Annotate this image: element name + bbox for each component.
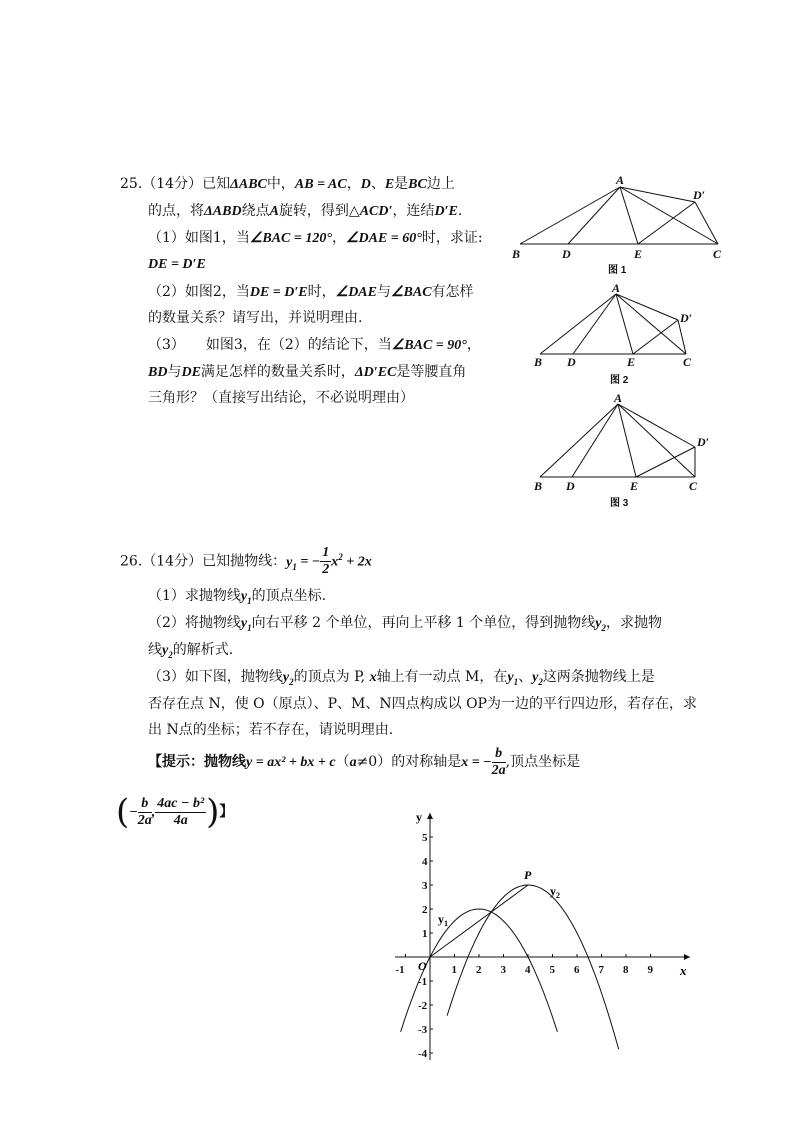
x-tick-label: 6: [574, 964, 580, 976]
x-tick-label: 8: [623, 964, 629, 976]
text: 这两条抛物线上是: [542, 669, 655, 685]
x-axis-label: x: [680, 963, 687, 978]
q25-line-8: [148, 362, 466, 383]
text: −: [129, 805, 138, 820]
text: 边上: [426, 176, 455, 192]
text: （2）将抛物线: [148, 615, 241, 631]
angle-bac-120: ∠BAC = 120°: [249, 231, 332, 246]
y-tick-label: -2: [418, 1000, 428, 1012]
text: 4a: [173, 812, 188, 828]
text: y: [240, 616, 248, 631]
text: x = −: [461, 755, 492, 770]
tri-abd: ΔABD: [204, 204, 242, 219]
text: ≠0）的对称轴是: [356, 754, 462, 770]
y-tick-label: 4: [422, 856, 428, 868]
q25-line-2: [148, 201, 462, 222]
fig3-label-a: A: [614, 392, 623, 405]
text: x: [331, 554, 339, 570]
text: ，: [466, 337, 481, 353]
text: ,顶点坐标是: [505, 754, 581, 770]
text: a: [349, 755, 357, 770]
y-tick-label: 3: [422, 880, 428, 892]
y1-label: [438, 912, 448, 928]
text: 1: [247, 595, 252, 606]
text: 与: [376, 284, 391, 300]
text: 线: [148, 642, 162, 658]
q26-part-3b: 否存在点 N，使 O（原点）、P、M、N四点构成以 OP为一边的平行四边形，若存在，求: [148, 696, 697, 712]
fig1-label-dp: D′: [693, 188, 706, 202]
text: 中，: [266, 176, 295, 192]
fig3-label-e: E: [630, 479, 639, 492]
text: 2: [538, 676, 543, 687]
text: 向右平移 2 个单位，再向上平移 1 个单位，得到抛物线: [251, 615, 596, 631]
ab-eq-ac: AB = AC: [294, 177, 347, 192]
x-tick-label: 7: [598, 964, 604, 976]
fig3-label-c: C: [689, 479, 698, 492]
text: y: [532, 670, 539, 685]
fraction-b-2a: [492, 746, 506, 779]
text: 轴上有一动点 M，在: [376, 669, 508, 685]
x-tick-label: 3: [500, 964, 506, 976]
text: BD: [148, 365, 168, 380]
text: 1: [292, 561, 297, 572]
fig1-label-e: E: [634, 247, 643, 261]
y1-symbol: [286, 555, 297, 570]
q26-hint: [148, 745, 580, 780]
angle-dae: ∠DAE: [335, 285, 377, 300]
text: ，: [331, 230, 346, 246]
parabola-graph: [390, 805, 700, 1065]
text: b: [138, 796, 152, 813]
fig1-label-b: B: [512, 247, 521, 261]
text: 1: [513, 676, 519, 687]
point-d: D: [360, 177, 371, 192]
q26-part-3c: 出 N点的坐标；若不存在，请说明理由.: [148, 722, 394, 738]
fig1-label-a: A: [616, 173, 625, 187]
text: 26.（14分）已知抛物线：: [120, 553, 287, 570]
text: 2: [322, 562, 330, 577]
y-tick-label: -1: [418, 976, 428, 988]
text: y: [286, 554, 293, 570]
text: .: [457, 203, 463, 219]
x-tick-label: 4: [525, 964, 531, 976]
q25-line-4: DE = D′E: [148, 257, 206, 272]
point-a: A: [269, 204, 279, 219]
text: （: [335, 754, 350, 770]
angle-dae-60: ∠DAE = 60°: [345, 231, 422, 246]
fig1-label-c: C: [713, 247, 722, 261]
text: 2: [168, 649, 173, 660]
text: y: [438, 912, 444, 926]
text: ，求抛物: [605, 615, 662, 631]
text: = −: [296, 554, 321, 570]
text: 与: [167, 364, 182, 380]
text: 2: [289, 676, 294, 687]
text: y: [240, 589, 248, 604]
text: 2: [338, 551, 343, 562]
fig2-label-d: D: [567, 355, 576, 369]
q26-line-1: [120, 545, 372, 578]
figure-1: [508, 172, 728, 262]
origin-label: O: [418, 959, 427, 973]
text: 是等腰直角: [396, 364, 467, 380]
text: y: [550, 884, 556, 898]
text: 有怎样: [431, 284, 474, 300]
text: 2: [556, 891, 560, 900]
text: 的点，将: [148, 203, 204, 219]
fig3-label-d: D: [566, 479, 575, 492]
text: 1: [247, 622, 252, 633]
point-e: E: [384, 177, 395, 192]
q26-part-2: [148, 613, 662, 638]
text: 旋转，得到△: [278, 203, 360, 219]
x-tick-label: -1: [395, 964, 405, 976]
fig1-caption: 图 1: [608, 265, 627, 276]
text: 绕点: [241, 203, 270, 219]
q25-line-7: [148, 335, 481, 356]
text: 的顶点为 P,: [293, 669, 370, 685]
text: 2: [601, 622, 606, 633]
text: y: [162, 643, 169, 658]
figure-2: [530, 282, 710, 372]
text: DE: [181, 365, 201, 380]
fig3-label-b: B: [534, 479, 543, 492]
text: y: [595, 616, 602, 631]
text: 时，求证:: [421, 230, 483, 246]
text: 2a: [137, 812, 152, 828]
text: 时，: [307, 284, 336, 300]
q26-part-3: [148, 667, 655, 692]
tri-abc: ΔABC: [230, 177, 267, 192]
fig2-caption: 图 2: [610, 375, 629, 386]
fig2-label-c: C: [683, 355, 692, 369]
y-tick-label: 1: [422, 928, 428, 940]
tri-dec: ΔD′EC: [354, 365, 397, 380]
q26-part-1: [148, 586, 326, 611]
angle-bac: ∠BAC: [390, 285, 432, 300]
text: ，: [346, 176, 361, 192]
text: b: [492, 746, 506, 763]
fig2-label-dp: D′: [680, 311, 693, 325]
de-eq: DE = D′E: [249, 285, 308, 300]
fig2-label-e: E: [627, 355, 636, 369]
text: y = ax² + bx + c: [246, 755, 336, 770]
text: （1）求抛物线: [148, 588, 241, 604]
q25-line-1: [120, 174, 455, 195]
text: ,: [151, 805, 156, 820]
text: 】: [219, 804, 234, 820]
q25-intro: 25.（14分）已知: [120, 176, 231, 192]
segment-de: D′E: [434, 204, 458, 219]
text: 2a: [491, 762, 506, 778]
fig2-label-a: A: [612, 282, 621, 295]
y-axis-label: y: [416, 810, 422, 824]
text: 是: [394, 176, 409, 192]
text: （3）如下图，抛物线: [148, 669, 283, 685]
x-tick-label: 2: [476, 964, 482, 976]
y-tick-label: 2: [422, 904, 428, 916]
figure-3: [530, 392, 720, 492]
text: 1: [444, 919, 448, 928]
fraction-b-2a-v: [138, 796, 152, 829]
q26-vertex-formula: [116, 792, 233, 833]
tri-acd: ACD′: [359, 204, 393, 219]
text: （3） 如图3，在（2）的结论下，当: [148, 337, 392, 353]
segment-bc: BC: [408, 177, 427, 192]
text: 的解析式.: [172, 642, 234, 658]
text: 、: [518, 669, 533, 685]
text: （1）如图1，当: [148, 230, 250, 246]
y2-label: [550, 884, 560, 900]
q25-line-5: [148, 282, 474, 303]
fig3-caption: 图 3: [610, 498, 629, 509]
y-tick-label: 5: [422, 832, 428, 844]
fraction-half: [320, 545, 331, 578]
angle-bac-90: ∠BAC = 90°: [391, 338, 467, 353]
x-tick-label: 5: [549, 964, 555, 976]
text: 满足怎样的数量关系时，: [200, 364, 355, 380]
paren-close: ): [206, 792, 220, 832]
x-tick-label: 9: [647, 964, 653, 976]
text: ，连结: [392, 203, 435, 219]
fig1-label-d: D: [562, 247, 571, 261]
text: 4ac − b²: [157, 795, 205, 811]
paren-open: (: [116, 792, 130, 832]
text: （2）如图2，当: [148, 284, 250, 300]
fig2-label-b: B: [534, 355, 543, 369]
q25-line-3: [148, 228, 483, 249]
fig3-label-dp: D′: [697, 435, 710, 449]
text: x: [369, 670, 377, 685]
fraction-4ac: [155, 796, 206, 829]
q26-part-2b: [148, 640, 233, 665]
text: 、: [370, 176, 385, 192]
text: y: [282, 670, 290, 685]
text: y: [507, 670, 514, 685]
text: 1: [322, 545, 330, 560]
q25-line-9: 三角形？（直接写出结论，不必说明理由）: [148, 390, 414, 406]
text: 【提示：抛物线: [148, 754, 246, 770]
text: + 2x: [342, 554, 372, 570]
text: 的顶点坐标.: [251, 588, 327, 604]
vertex-p-label: P: [524, 868, 532, 882]
y-tick-label: -3: [418, 1024, 428, 1036]
x-tick-label: 1: [451, 964, 457, 976]
q25-line-6: 的数量关系？请写出，并说明理由.: [148, 310, 363, 326]
y-tick-label: -4: [418, 1048, 428, 1060]
